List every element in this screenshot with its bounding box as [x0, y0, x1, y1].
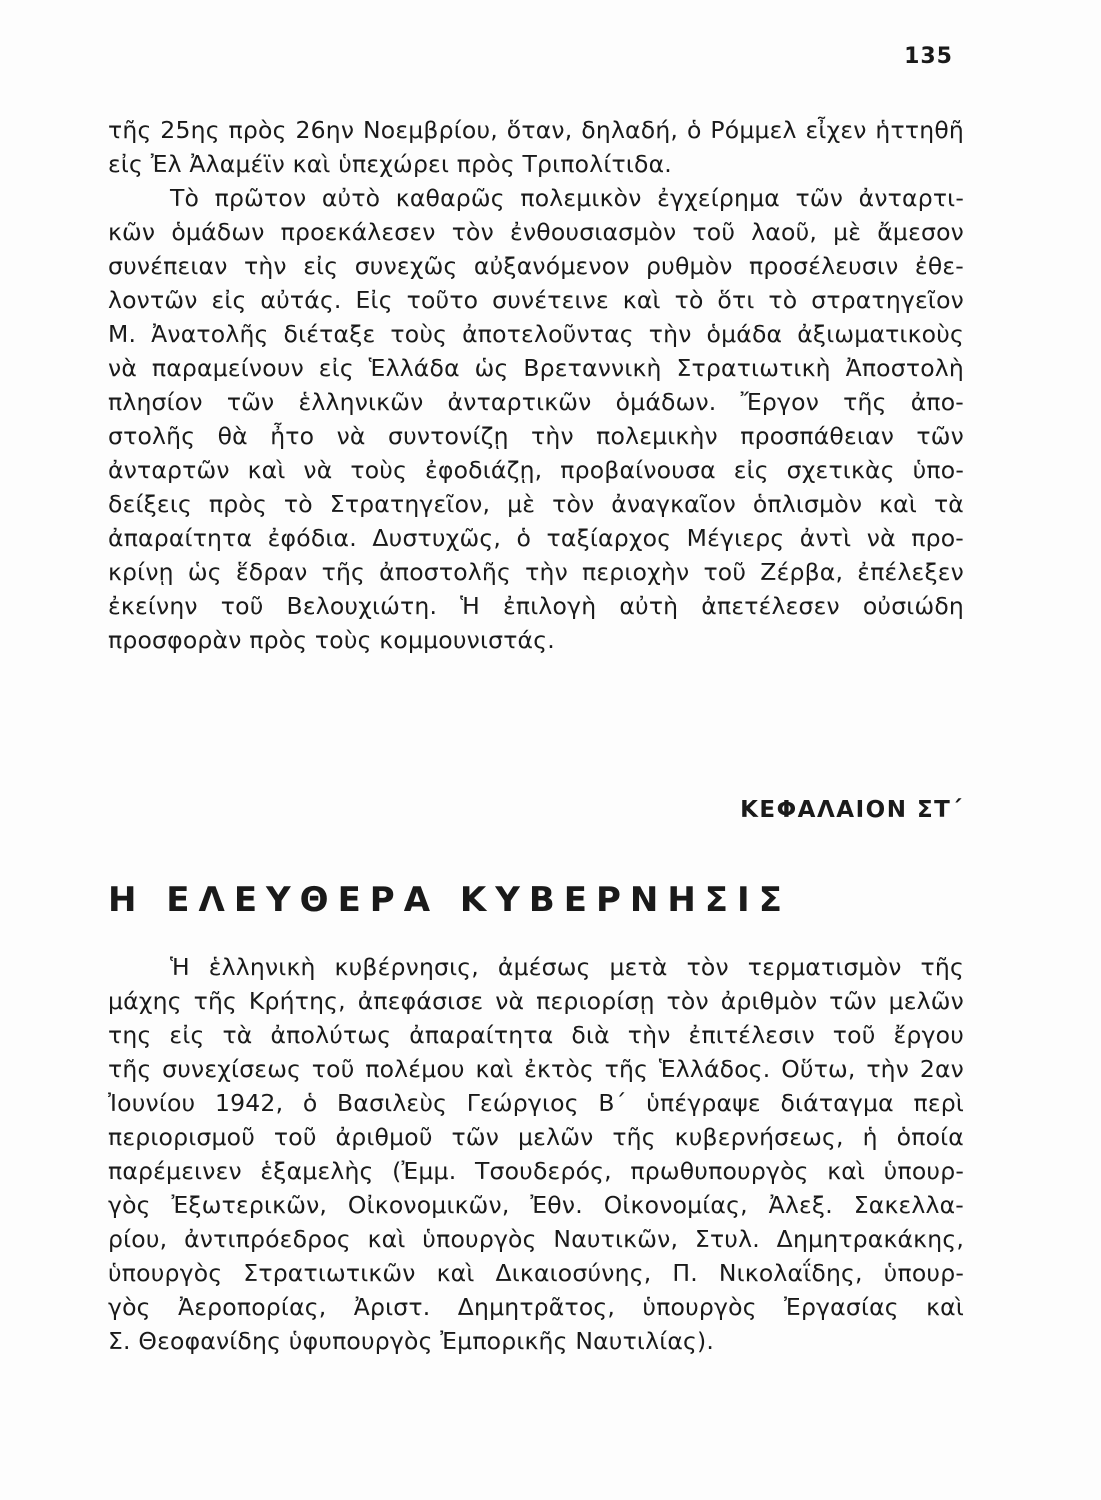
text-line: κῶν ὁμάδων προεκάλεσεν τὸν ἐνθουσιασμὸν τοῦ λαοῦ, μὲ ἄμεσον	[108, 218, 964, 246]
text-line: τῆς 25ης πρὸς 26ην Νοεμβρίου, ὅταν, δηλαδή, ὁ Ρόμμελ εἶχεν ἡττηθῆ	[108, 116, 964, 144]
text-line: τῆς συνεχίσεως τοῦ πολέμου καὶ ἐκτὸς τῆς Ἑλλάδος. Οὕτω, τὴν 2αν	[108, 1055, 964, 1083]
text-line: της εἰς τὰ ἀπολύτως ἀπαραίτητα διὰ τὴν ἐπιτέλεσιν τοῦ ἔργου	[108, 1021, 964, 1049]
text-line: Τὸ πρῶτον αὐτὸ καθαρῶς πολεμικὸν ἐγχείρημα τῶν ἀνταρτι-	[170, 184, 964, 212]
text-line: εἰς Ἐλ Ἀλαμέϊν καὶ ὑπεχώρει πρὸς Τριπολίτιδα.	[108, 150, 672, 178]
text-line: Μ. Ἀνατολῆς διέταξε τοὺς ἀποτελοῦντας τὴν ὁμάδα ἀξιωματικοὺς	[108, 320, 964, 348]
text-line: προσφορὰν πρὸς τοὺς κομμουνιστάς.	[108, 626, 555, 654]
text-line: ἐκείνην τοῦ Βελουχιώτη. Ἡ ἐπιλογὴ αὐτὴ ἀπετέλεσεν οὐσιώδη	[108, 592, 964, 620]
text-line: νὰ παραμείνουν εἰς Ἑλλάδα ὡς Βρεταννικὴ Στρατιωτικὴ Ἀποστολὴ	[108, 354, 964, 382]
text-line: Ἡ ἑλληνικὴ κυβέρνησις, ἀμέσως μετὰ τὸν τερματισμὸν τῆς	[170, 953, 964, 981]
text-line: στολῆς θὰ ἦτο νὰ συντονίζῃ τὴν πολεμικὴν προσπάθειαν τῶν	[108, 422, 964, 450]
text-line: ἀπαραίτητα ἐφόδια. Δυστυχῶς, ὁ ταξίαρχος Μέγιερς ἀντὶ νὰ προ-	[108, 524, 964, 552]
text-line: λοντῶν εἰς αὐτάς. Εἰς τοῦτο συνέτεινε καὶ τὸ ὅτι τὸ στρατηγεῖον	[108, 286, 964, 314]
chapter-label: ΚΕΦΑΛΑΙΟΝ ΣΤ΄	[740, 797, 963, 823]
chapter-title: Η ΕΛΕΥΘΕΡΑ ΚΥΒΕΡΝΗΣΙΣ	[108, 880, 791, 920]
text-line: παρέμεινεν ἑξαμελὴς (Ἐμμ. Τσουδερός, πρωθυπουργὸς καὶ ὑπουρ-	[108, 1157, 964, 1185]
page-number: 135	[904, 44, 953, 69]
text-line: Σ. Θεοφανίδης ὑφυπουργὸς Ἐμπορικῆς Ναυτιλίας).	[108, 1327, 715, 1355]
text-line: μάχης τῆς Κρήτης, ἀπεφάσισε νὰ περιορίσῃ τὸν ἀριθμὸν τῶν μελῶν	[108, 987, 964, 1015]
paragraph-block-two	[108, 950, 964, 1358]
paragraph-block-one	[108, 113, 964, 657]
text-line: γὸς Ἐξωτερικῶν, Οἰκονομικῶν, Ἐθν. Οἰκονομίας, Ἀλεξ. Σακελλα-	[108, 1191, 964, 1219]
text-line: δείξεις πρὸς τὸ Στρατηγεῖον, μὲ τὸν ἀναγκαῖον ὁπλισμὸν καὶ τὰ	[108, 490, 964, 518]
text-line: κρίνῃ ὡς ἕδραν τῆς ἀποστολῆς τὴν περιοχὴν τοῦ Ζέρβα, ἐπέλεξεν	[108, 558, 964, 586]
text-line: ρίου, ἀντιπρόεδρος καὶ ὑπουργὸς Ναυτικῶν, Στυλ. Δημητρακάκης,	[108, 1225, 964, 1253]
text-line: γὸς Ἀεροπορίας, Ἀριστ. Δημητρᾶτος, ὑπουργὸς Ἐργασίας καὶ	[108, 1293, 964, 1321]
text-line: πλησίον τῶν ἑλληνικῶν ἀνταρτικῶν ὁμάδων. Ἔργον τῆς ἀπο-	[108, 388, 964, 416]
text-line: ὑπουργὸς Στρατιωτικῶν καὶ Δικαιοσύνης, Π. Νικολαΐδης, ὑπουρ-	[108, 1259, 964, 1287]
text-line: Ἰουνίου 1942, ὁ Βασιλεὺς Γεώργιος Β΄ ὑπέγραψε διάταγμα περὶ	[108, 1089, 964, 1117]
text-line: περιορισμοῦ τοῦ ἀριθμοῦ τῶν μελῶν τῆς κυβερνήσεως, ἡ ὁποία	[108, 1123, 964, 1151]
text-line: συνέπειαν τὴν εἰς συνεχῶς αὐξανόμενον ρυθμὸν προσέλευσιν ἐθε-	[108, 252, 964, 280]
text-line: ἀνταρτῶν καὶ νὰ τοὺς ἐφοδιάζῃ, προβαίνουσα εἰς σχετικὰς ὑπο-	[108, 456, 964, 484]
